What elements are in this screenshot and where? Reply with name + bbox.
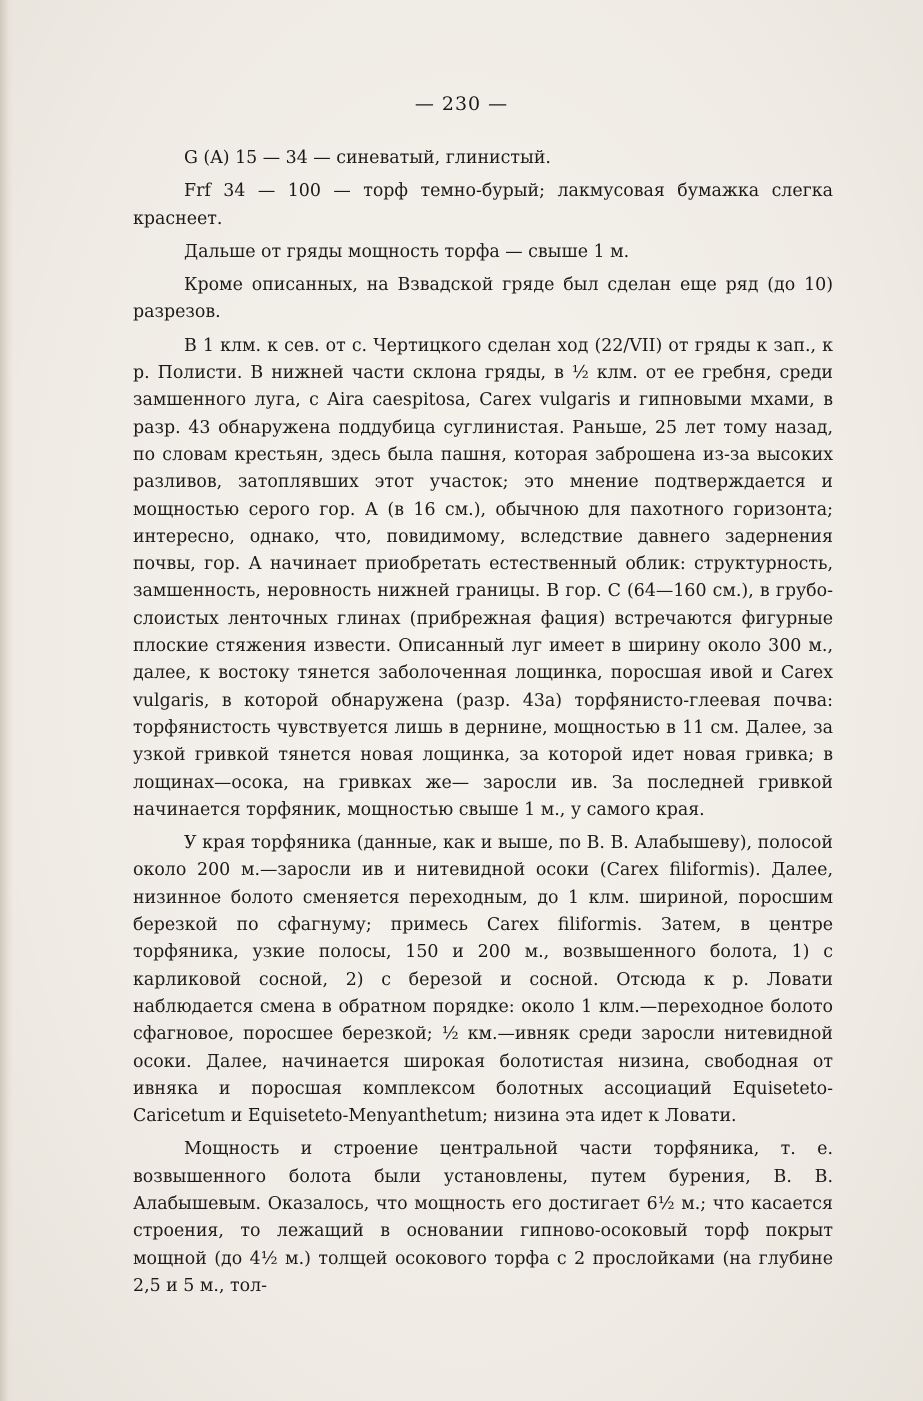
paragraph-peat-depth: Дальше от гряды мощность торфа — свыше 1 м. [184, 241, 630, 262]
paragraph-horizon-g: G (A) 15 — 34 — синеватый, глинистый. [184, 148, 551, 168]
paragraph-peat-structure: Мощность и строение центральной части торфяника, т. е. возвышенного болота были установлены, путем бурения, В. В. Алабышевым. Оказалось, что мощность его достигает 6½ м.; что касается строения, то лежащий в основании гипново-осоковый торф покрыт мощной (до 4½ м.) толщей осокового торфа с 2 прослойками (на глубине 2,5 и 5 м., тол- [133, 1139, 833, 1296]
paragraph-peat-edge: У края торфяника (данные, как и выше, по В. В. Алабышеву), полосой около 200 м.—заросли ив и нитевидной осоки (Carex filiformis). Далее, низинное болото сменяется переходным, до 1 клм. шириной, поросшим березкой по сфагнуму; примесь Carex filiformis. Затем, в центре торфяника, узкие полосы, 150 и 200 м., возвышенного болота, 1) с карликовой сосной, 2) с березой и сосной. Отсюда к р. Ловати наблюдается смена в обратном порядке: около 1 клм.—переходное болото сфагновое, поросшее березкой; ½ км.—ивняк среди заросли нитевидной осоки. Далее, начинается широкая болотистая низина, свободная от ивняка и поросшая комплексом болотных ассоциаций Equiseteto-Caricetum и Equiseteto-Menyanthetum; низина эта идет к Ловати. [133, 833, 833, 1127]
paragraph-horizon-frf: Frf 34 — 100 — торф темно-бурый; лакмусовая бумажка слегка краснеет. [133, 181, 833, 229]
page-number: — 230 — [414, 93, 509, 115]
body-text [133, 145, 833, 1300]
paragraph-other-sections: Кроме описанных, на Взвадской гряде был сделан еще ряд (до 10) разрезов. [133, 275, 833, 323]
paragraph-chertitskoe-transect: В 1 клм. к сев. от с. Чертицкого сделан ход (22/VII) от гряды к зап., к р. Полисти. В нижней части склона гряды, в ½ клм. от ее гребня, среди замшенного луга, с Aira caespitosa, Carex vulgaris и гипновыми мхами, в разр. 43 обнаружена поддубица суглинистая. Раньше, 25 лет тому назад, по словам крестьян, здесь была пашня, которая заброшена из-за высоких разливов, затоплявших этот участок; это мнение подтверждается и мощностью серого гор. А (в 16 см.), обычною для пахотного горизонта; интересно, однако, что, повидимому, вследствие давнего задернения почвы, гор. А начинает приобретать естественный облик: структурность, замшенность, неровность нижней границы. В гор. С (64—160 см.), в грубо-слоистых ленточных глинах (прибрежная фация) встречаются фигурные плоские стяжения извести. Описанный луг имеет в ширину около 300 м., далее, к востоку тянется заболоченная лощинка, поросшая ивой и Carex vulgaris, в которой обнаружена (разр. 43а) торфянисто-глеевая почва: торфянистость чувствуется лишь в дернине, мощностью в 11 см. Далее, за узкой гривкой тянется новая лощинка, за которой идет новая гривка; в лощинах—осока, на гривках же— заросли ив. За последней гривкой начинается торфяник, мощностью свыше 1 м., у самого края. [133, 335, 833, 820]
page-left-edge [0, 0, 14, 1401]
